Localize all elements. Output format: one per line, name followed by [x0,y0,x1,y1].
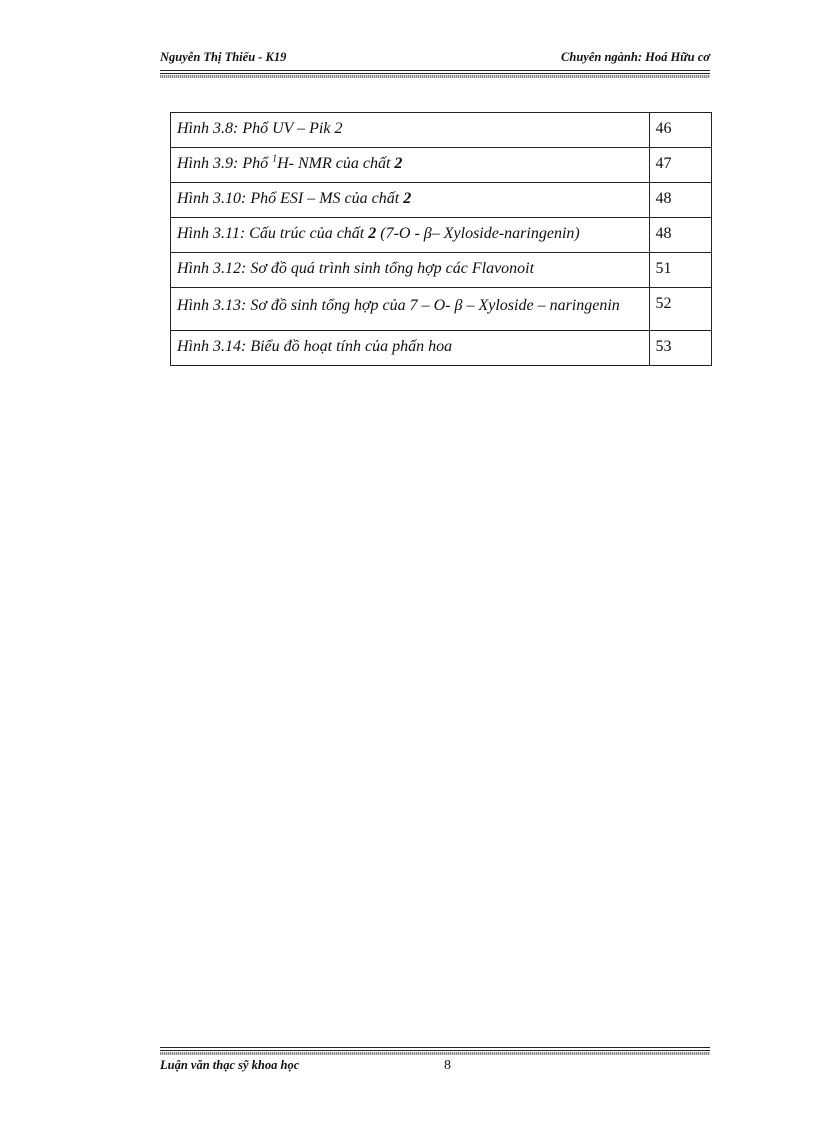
table-row [171,253,712,288]
figure-page: 48 [649,183,711,218]
figure-title [171,218,650,253]
table-row [171,331,712,366]
figure-page: 51 [649,253,711,288]
figure-title-prefix: Hình 3.11: Cấu trúc của chất [177,225,369,242]
table-row [171,218,712,253]
figure-page: 47 [649,148,711,183]
figure-title: Hình 3.13: Sơ đồ sinh tổng hợp của 7 – O- β – Xyloside – naringenin [171,288,650,331]
header-author: Nguyễn Thị Thiếu - K19 [160,50,287,64]
header-specialty: Chuyên ngành: Hoá Hữu cơ [561,50,710,64]
table-row [171,113,712,148]
figure-page: 46 [649,113,711,148]
figure-page: 52 [649,288,711,331]
table-row [171,148,712,183]
figure-list-table [170,112,712,366]
figure-title-prefix: Hình 3.9: Phổ [177,155,273,172]
figure-title: Hình 3.8: Phổ UV – Pik 2 [171,113,650,148]
footer-rule [160,1047,710,1051]
figure-page: 48 [649,218,711,253]
figure-title-mid: H- NMR của chất [277,155,395,172]
figure-title-prefix: Hình 3.10: Phổ ESI – MS của chất [177,190,404,207]
compound-number: 2 [403,190,412,207]
page-header [160,50,710,68]
figure-title: Hình 3.14: Biểu đồ hoạt tính của phấn hoa [171,331,650,366]
figure-title: Hình 3.12: Sơ đồ quá trình sinh tổng hợp các Flavonoit [171,253,650,288]
figure-title [171,183,650,218]
header-rule [160,70,710,74]
compound-number: 2 [368,225,377,242]
figure-page: 53 [649,331,711,366]
page-footer [160,1058,710,1078]
figure-title [171,148,650,183]
table-row [171,183,712,218]
compound-number: 2 [394,155,403,172]
table-row [171,288,712,331]
footer-rule-shadow [160,1052,710,1055]
header-rule-shadow [160,75,710,78]
footer-thesis-label: Luận văn thạc sỹ khoa học [160,1058,300,1072]
figure-title-suffix: (7-O - β– Xyloside-naringenin) [376,225,580,242]
figure-title-superscript: 1 [272,153,278,165]
page-number: 8 [444,1058,451,1073]
